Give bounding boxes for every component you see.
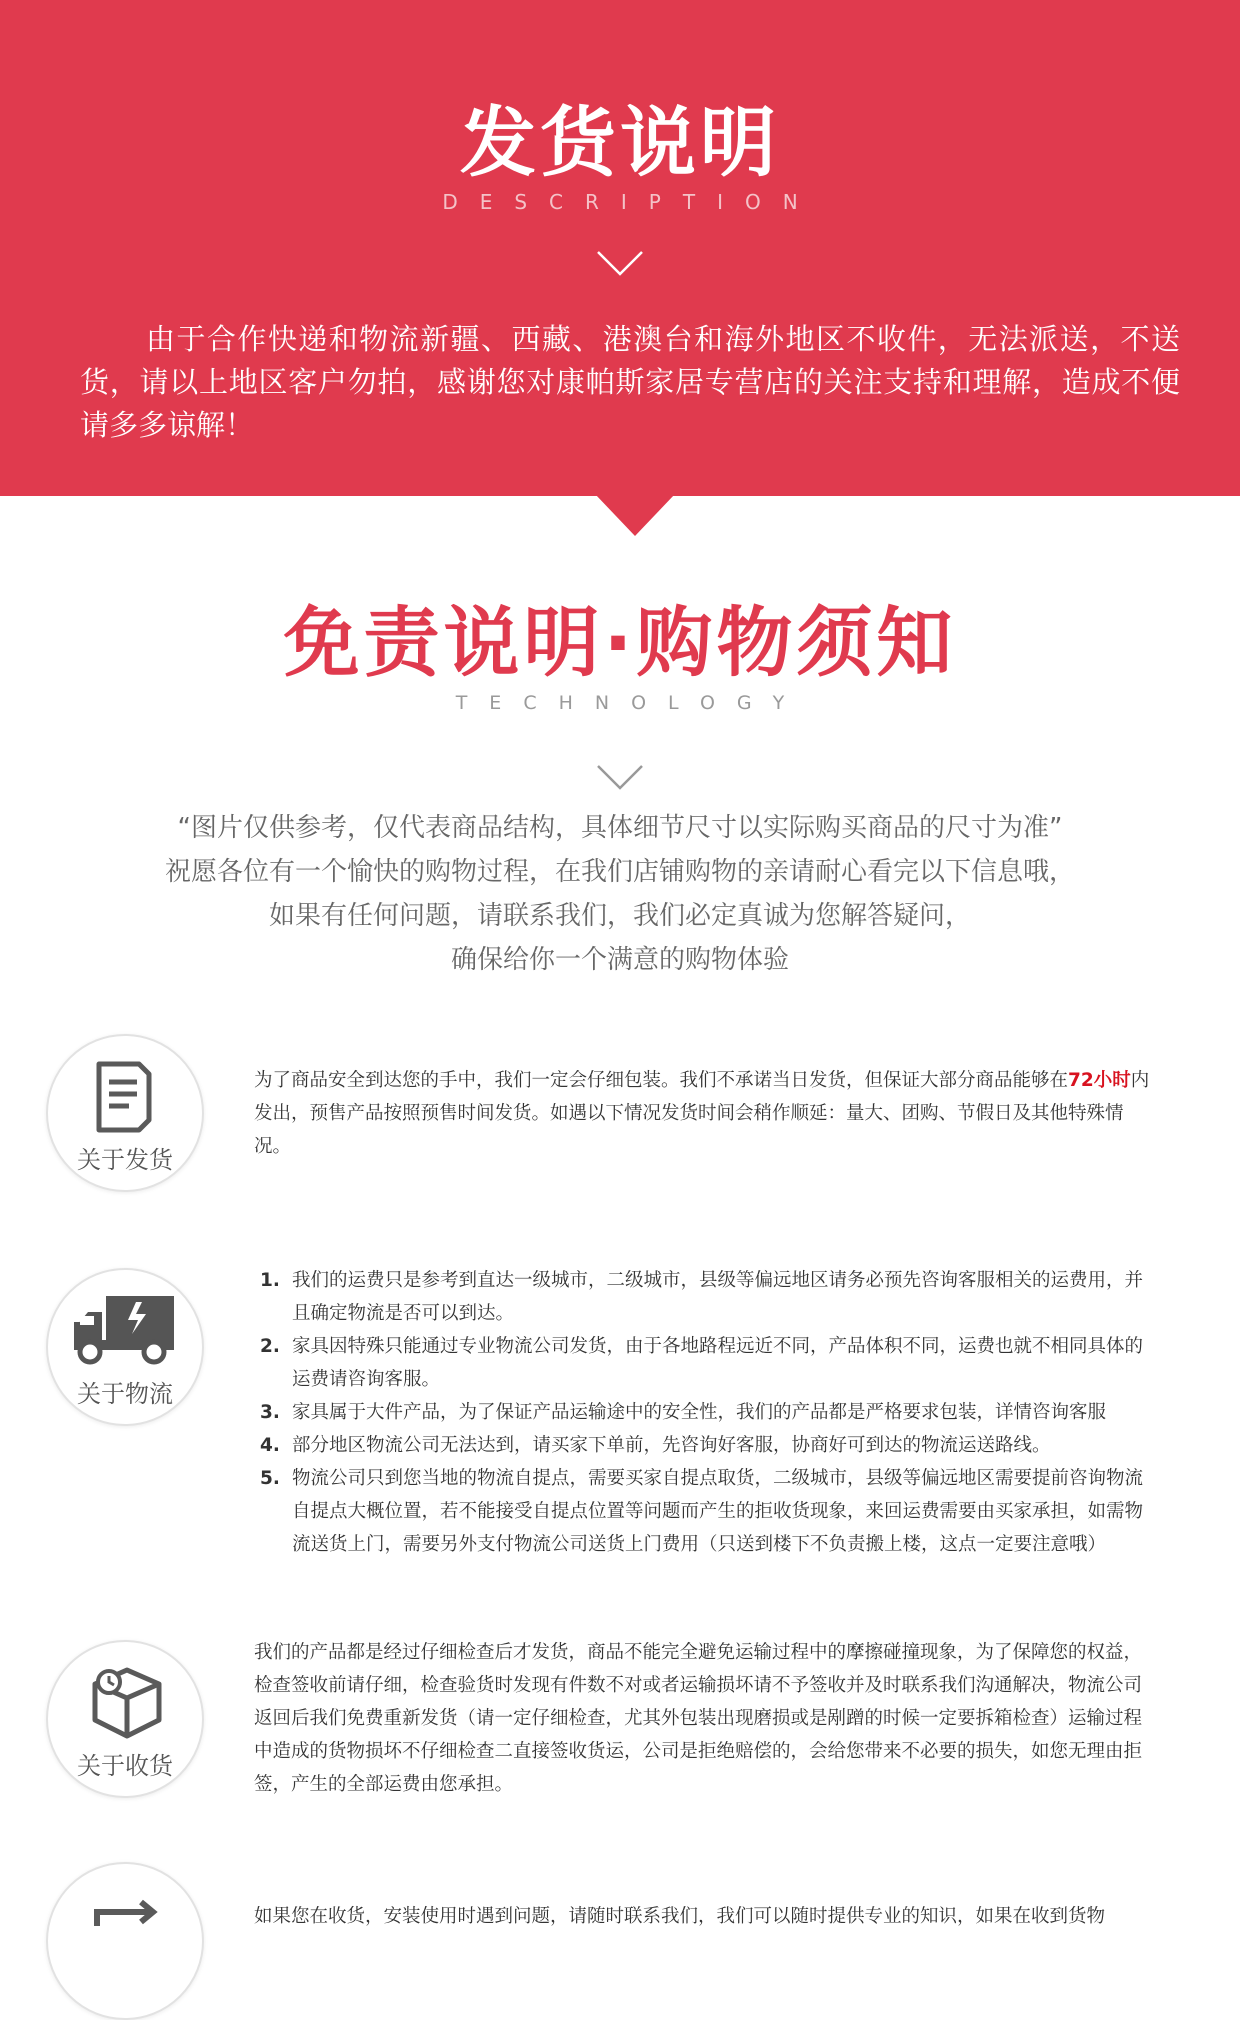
logistics-list — [254, 1264, 1154, 1561]
item-number: 4. — [260, 1435, 280, 1456]
disclaimer-line: 祝愿各位有一个愉快的购物过程，在我们店铺购物的亲请耐心看完以下信息哦， — [164, 857, 1075, 887]
return-icon — [87, 1886, 167, 1966]
disclaimer-line: 确保给你一个满意的购物体验 — [450, 945, 789, 975]
disclaimer-line: 如果有任何问题，请联系我们，我们必定真诚为您解答疑问， — [268, 901, 971, 931]
disclaimer-title: 免责说明·购物须知 — [283, 598, 957, 687]
delivery-text-end: 内发出，预售产品按照预售时间发货。如遇以下情况发货时间会稍作顺延：量大、团购、节假日及其他特殊情况。 — [254, 1070, 1150, 1157]
truck-icon — [70, 1292, 180, 1372]
delivery-badge — [46, 1034, 204, 1192]
list-item — [260, 1429, 1154, 1462]
chevron-down-icon — [596, 250, 644, 276]
item-number: 3. — [260, 1402, 280, 1423]
list-item — [260, 1396, 1154, 1429]
logistics-label: 关于物流 — [77, 1380, 173, 1408]
item-text: 家具属于大件产品，为了保证产品运输途中的安全性，我们的产品都是严格要求包装，详情咨询客服 — [292, 1402, 1107, 1423]
shipping-subtitle: DESCRIPTION — [442, 190, 820, 214]
item-text: 我们的运费只是参考到直达一级城市，二级城市，县级等偏远地区请务必预先咨询客服相关的运费用，并且确定物流是否可以到达。 — [292, 1270, 1144, 1324]
list-item — [260, 1330, 1154, 1396]
chevron-down-icon — [596, 764, 644, 790]
disclaimer-line: “图片仅供参考，仅代表商品结构，具体细节尺寸以实际购买商品的尺寸为准” — [177, 813, 1063, 843]
disclaimer-subtitle: TECHNOLOGY — [455, 692, 807, 714]
shipping-title: 发货说明 — [460, 98, 780, 187]
receiving-badge — [46, 1640, 204, 1798]
item-number: 2. — [260, 1336, 280, 1357]
package-icon — [87, 1664, 167, 1744]
item-text: 家具因特殊只能通过专业物流公司发货，由于各地路程远近不同，产品体积不同，运费也就不相同具体的运费请咨询客服。 — [292, 1336, 1144, 1390]
item-number: 5. — [260, 1468, 280, 1489]
delivery-highlight: 72小时 — [1068, 1070, 1131, 1091]
logistics-badge — [46, 1268, 204, 1426]
aftersale-text: 如果您在收货，安装使用时遇到问题，请随时联系我们，我们可以随时提供专业的知识，如果在收到货物 — [254, 1906, 1106, 1927]
aftersale-badge — [46, 1862, 204, 2020]
item-number: 1. — [260, 1270, 280, 1291]
shipping-notice: 由于合作快递和物流新疆、西藏、港澳台和海外地区不收件，无法派送，不送货，请以上地区客户勿拍，感谢您对康帕斯家居专营店的关注支持和理解，造成不便请多多谅解！ — [80, 322, 1180, 442]
delivery-label: 关于发货 — [77, 1146, 173, 1174]
receiving-text: 我们的产品都是经过仔细检查后才发货，商品不能完全避免运输过程中的摩擦碰撞现象，为了保障您的权益，检查签收前请仔细，检查验货时发现有件数不对或者运输损坏请不予签收并及时联系我们沟通解决，物流公司返回后我们免费重新发货（请一定仔细检查，尤其外包装出现磨损或是剐蹭的时候一定要拆箱检查）运输过程中造成的货物损坏不仔细检查二直接签收货运，公司是拒绝赔偿的，会给您带来不必要的损失，如您无理由拒签，产生的全部运费由您承担。 — [254, 1642, 1143, 1795]
list-item — [260, 1462, 1154, 1561]
item-text: 物流公司只到您当地的物流自提点，需要买家自提点取货，二级城市，县级等偏远地区需要提前咨询物流自提点大概位置，若不能接受自提点位置等问题而产生的拒收货现象，来回运费需要由买家承担，如需物流送货上门，需要另外支付物流公司送货上门费用（只送到楼下不负责搬上楼，这点一定要注意哦） — [292, 1468, 1144, 1555]
item-text: 部分地区物流公司无法达到，请买家下单前，先咨询好客服，协商好可到达的物流运送路线。 — [292, 1435, 1051, 1456]
list-item — [260, 1264, 1154, 1330]
document-icon — [87, 1058, 163, 1138]
banner-notch — [595, 494, 675, 536]
delivery-text — [254, 1064, 1154, 1163]
disclaimer-intro — [80, 806, 1160, 982]
receiving-label: 关于收货 — [77, 1752, 173, 1780]
delivery-text-start: 为了商品安全到达您的手中，我们一定会仔细包装。我们不承诺当日发货，但保证大部分商品能够在 — [254, 1070, 1069, 1091]
